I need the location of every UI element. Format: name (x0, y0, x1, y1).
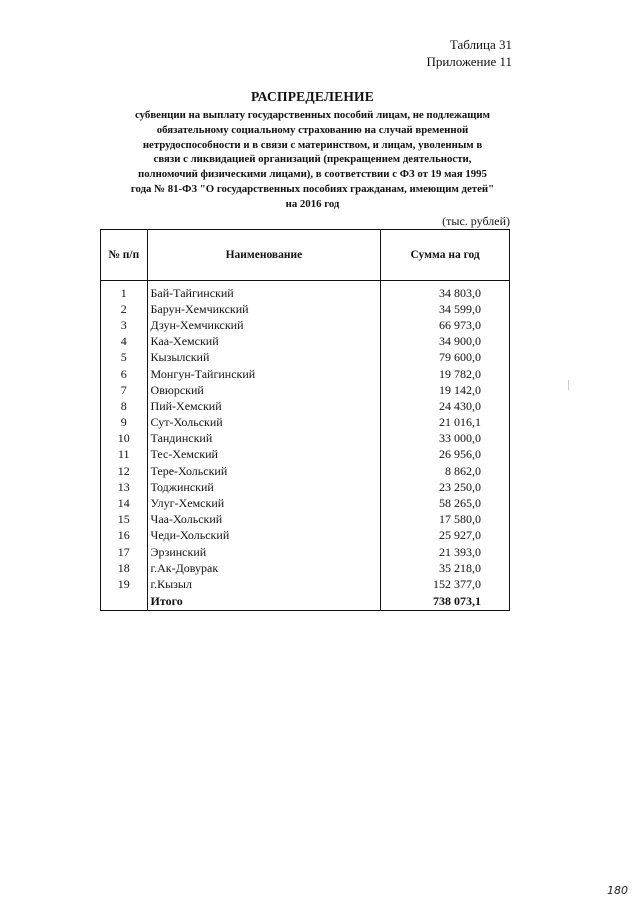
table-row (101, 382, 510, 398)
subtitle-line: года № 81-ФЗ "О государственных пособиях гражданам, имеющим детей" (130, 182, 495, 195)
row-sum: 25 927,0 (381, 528, 510, 544)
row-number: 17 (101, 544, 148, 560)
row-number: 5 (101, 350, 148, 366)
row-name: Тоджинский (147, 479, 381, 495)
total-label: Итого (147, 593, 381, 611)
subtitle-line: субвенции на выплату государственных пособий лицам, не подлежащим (135, 109, 490, 121)
row-number: 10 (101, 431, 148, 447)
table-row (101, 447, 510, 463)
row-sum: 34 599,0 (381, 301, 510, 317)
header-sum: Сумма на год (381, 230, 510, 281)
table-row (101, 350, 510, 366)
row-name: Барун-Хемчикский (147, 301, 381, 317)
row-name: Пий-Хемский (147, 398, 381, 414)
header-name: Наименование (147, 230, 381, 281)
row-name: г.Кызыл (147, 576, 381, 592)
row-name: Каа-Хемский (147, 334, 381, 350)
table-row (101, 560, 510, 576)
units-label: (тыс. рублей) (442, 214, 510, 228)
row-number: 2 (101, 301, 148, 317)
table-row (101, 317, 510, 333)
table-header-row (101, 230, 510, 281)
table-row (101, 463, 510, 479)
row-name: г.Ак-Довурак (147, 560, 381, 576)
row-name: Чеди-Хольский (147, 528, 381, 544)
row-sum: 34 900,0 (381, 334, 510, 350)
table-row (101, 334, 510, 350)
table-row (101, 479, 510, 495)
row-sum: 34 803,0 (381, 281, 510, 302)
table-row (101, 576, 510, 592)
row-name: Чаа-Хольский (147, 512, 381, 528)
header-number: № п/п (101, 230, 148, 281)
row-sum: 35 218,0 (381, 560, 510, 576)
row-number: 8 (101, 398, 148, 414)
row-name: Кызылский (147, 350, 381, 366)
table-row (101, 495, 510, 511)
document-subtitle (90, 108, 535, 212)
row-name: Бай-Тайгинский (147, 281, 381, 302)
table-body (101, 281, 510, 611)
row-sum: 79 600,0 (381, 350, 510, 366)
total-sum: 738 073,1 (381, 593, 510, 611)
table-row (101, 415, 510, 431)
row-sum: 21 016,1 (381, 415, 510, 431)
row-number: 15 (101, 512, 148, 528)
row-number: 18 (101, 560, 148, 576)
table-row (101, 431, 510, 447)
row-name: Тандинский (147, 431, 381, 447)
total-row (101, 593, 510, 611)
subtitle-line: на 2016 год (285, 197, 340, 210)
subtitle-line: связи с ликвидацией организаций (прекращением деятельности, (153, 153, 472, 166)
row-number: 4 (101, 334, 148, 350)
row-sum: 23 250,0 (381, 479, 510, 495)
distribution-table (100, 229, 510, 611)
row-sum: 24 430,0 (381, 398, 510, 414)
table-row (101, 301, 510, 317)
row-number: 16 (101, 528, 148, 544)
row-name: Тере-Хольский (147, 463, 381, 479)
row-sum: 19 782,0 (381, 366, 510, 382)
document-title: РАСПРЕДЕЛЕНИЕ (251, 89, 374, 104)
row-number: 14 (101, 495, 148, 511)
table-row (101, 544, 510, 560)
table-row (101, 398, 510, 414)
row-sum: 152 377,0 (381, 576, 510, 592)
appendix-label: Приложение 11 (426, 54, 512, 69)
table-row (101, 528, 510, 544)
row-number: 3 (101, 317, 148, 333)
page-number: 180 (607, 884, 628, 897)
table-row (101, 366, 510, 382)
row-name: Монгун-Тайгинский (147, 366, 381, 382)
row-number: 13 (101, 479, 148, 495)
row-name: Сут-Хольский (147, 415, 381, 431)
row-name: Тес-Хемский (147, 447, 381, 463)
table-row (101, 281, 510, 302)
row-sum: 26 956,0 (381, 447, 510, 463)
row-sum: 19 142,0 (381, 382, 510, 398)
table-row (101, 512, 510, 528)
row-sum: 58 265,0 (381, 495, 510, 511)
total-number-cell (101, 593, 148, 611)
table-label: Таблица 31 (449, 37, 512, 52)
title-block (90, 88, 535, 212)
row-number: 7 (101, 382, 148, 398)
row-sum: 21 393,0 (381, 544, 510, 560)
row-number: 19 (101, 576, 148, 592)
row-name: Улуг-Хемский (147, 495, 381, 511)
row-number: 11 (101, 447, 148, 463)
document-header (426, 36, 512, 70)
row-name: Эрзинский (147, 544, 381, 560)
row-number: 1 (101, 281, 148, 302)
subtitle-line: нетрудоспособности и в связи с материнством, и лицам, уволенным в (142, 138, 483, 151)
scan-mark (568, 380, 569, 390)
row-sum: 17 580,0 (381, 512, 510, 528)
row-name: Овюрский (147, 382, 381, 398)
row-sum: 33 000,0 (381, 431, 510, 447)
row-sum: 8 862,0 (381, 463, 510, 479)
subtitle-line: полномочий физическими лицами), в соответствии с ФЗ от 19 мая 1995 (138, 168, 487, 181)
subtitle-line: обязательному социальному страхованию на случай временной (156, 123, 469, 136)
row-number: 6 (101, 366, 148, 382)
row-number: 9 (101, 415, 148, 431)
row-name: Дзун-Хемчикский (147, 317, 381, 333)
row-sum: 66 973,0 (381, 317, 510, 333)
row-number: 12 (101, 463, 148, 479)
